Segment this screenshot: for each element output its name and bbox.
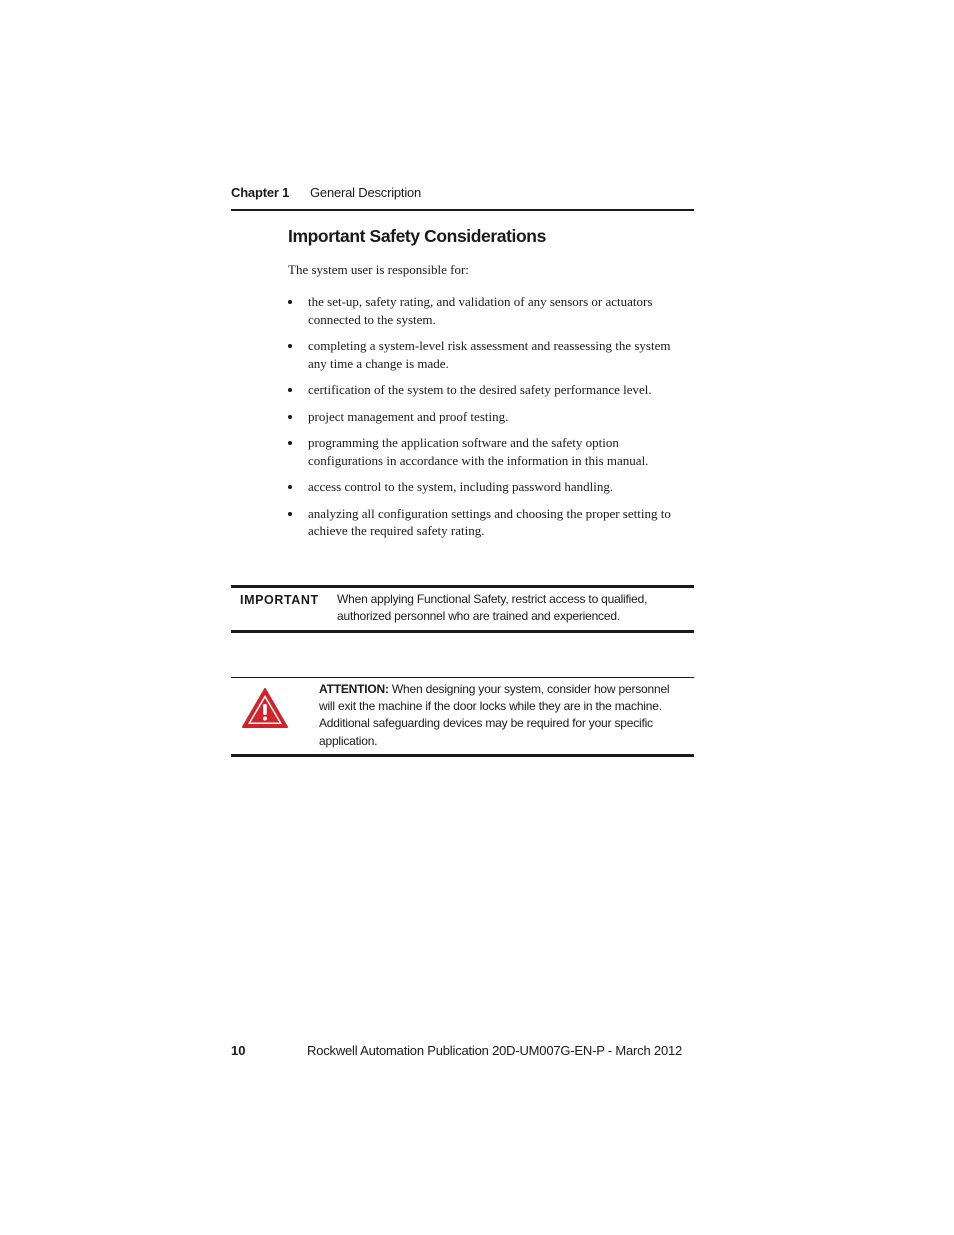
- list-item-text: programming the application software and the safety option configurations in accordance with the information in this manual.: [308, 435, 649, 468]
- page-number: 10: [231, 1043, 246, 1058]
- attention-label: ATTENTION:: [319, 682, 389, 696]
- bullet-icon: [288, 441, 292, 445]
- list-item: [288, 434, 688, 469]
- list-item-text: certification of the system to the desired safety performance level.: [308, 382, 652, 397]
- important-text: When applying Functional Safety, restrict access to qualified, authorized personnel who are trained and experienced.: [337, 592, 648, 623]
- chapter-title: General Description: [310, 185, 422, 200]
- list-item: [288, 337, 688, 372]
- publication-info: Rockwell Automation Publication 20D-UM007G-EN-P - March 2012: [307, 1043, 683, 1058]
- bullet-icon: [288, 300, 292, 304]
- important-notice: [231, 585, 694, 633]
- list-item: [288, 293, 688, 328]
- bullet-icon: [288, 344, 292, 348]
- list-item-text: completing a system-level risk assessment and reassessing the system any time a change is made.: [308, 338, 671, 371]
- responsibility-list: [288, 293, 688, 549]
- warning-triangle-icon: [241, 687, 289, 729]
- bullet-icon: [288, 388, 292, 392]
- intro-paragraph: The system user is responsible for:: [288, 262, 469, 277]
- list-item: [288, 381, 688, 399]
- attention-notice: [231, 677, 694, 757]
- bullet-icon: [288, 415, 292, 419]
- attention-text: [319, 681, 687, 750]
- list-item-text: project management and proof testing.: [308, 408, 509, 424]
- bullet-icon: [288, 512, 292, 516]
- list-item: [288, 505, 688, 540]
- chapter-label: Chapter 1: [231, 185, 290, 200]
- bullet-icon: [288, 485, 292, 489]
- important-label: IMPORTANT: [240, 593, 319, 607]
- list-item-text: analyzing all configuration settings and choosing the proper setting to achieve the required safety rating.: [308, 505, 671, 538]
- running-header: [231, 185, 694, 211]
- list-item-text: the set-up, safety rating, and validation of any sensors or actuators connected to the system.: [308, 294, 653, 327]
- list-item: [288, 478, 688, 496]
- list-item-text: access control to the system, including password handling.: [308, 479, 614, 494]
- list-item: [288, 408, 688, 426]
- attention-body: When designing your system, consider how personnel will exit the machine if the door locks while they are in the machine. Additional safeguarding devices may be required for your specific application.: [319, 682, 670, 748]
- section-title: Important Safety Considerations: [288, 226, 546, 246]
